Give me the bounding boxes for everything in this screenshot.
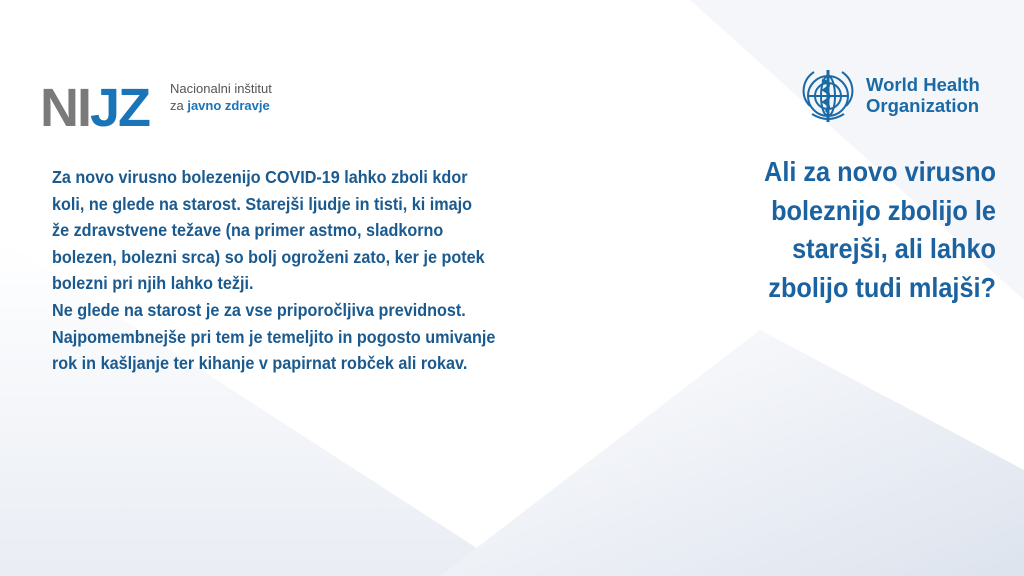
- nijz-logo: [40, 76, 300, 140]
- who-line1: World Health: [866, 74, 980, 95]
- answer-paragraph: [52, 164, 604, 377]
- nijz-line2-bold: javno zdravje: [187, 98, 270, 113]
- answer-line: že zdravstvene težave (na primer astmo, sladkorno: [52, 220, 444, 241]
- answer-line: Najpomembnejše pri tem je temeljito in pogosto umivanje: [52, 326, 496, 347]
- question-line: zbolijo tudi mlajši?: [768, 271, 996, 303]
- answer-line: koli, ne glede na starost. Starejši ljudje in tisti, ki imajo: [52, 193, 473, 214]
- nijz-line2: [170, 97, 272, 114]
- who-emblem-icon: [796, 66, 860, 128]
- who-logo: [796, 66, 1006, 128]
- answer-line: Ne glede na starost je za vse priporočljiva previdnost.: [52, 299, 466, 320]
- question-heading: [600, 153, 996, 307]
- nijz-mark-text: NIJZ: [40, 78, 150, 138]
- answer-line: Za novo virusno bolezenijo COVID-19 lahko zboli kdor: [52, 167, 468, 187]
- nijz-line1: Nacionalni inštitut: [170, 81, 272, 96]
- who-logo-text: [866, 74, 980, 116]
- nijz-logo-mark: [40, 76, 152, 140]
- question-line: Ali za novo virusno: [764, 156, 996, 187]
- nijz-line2-prefix: za: [170, 98, 188, 113]
- who-line2: Organization: [866, 95, 980, 116]
- answer-line: rok in kašljanje ter kihanje v papirnat robček ali rokav.: [52, 353, 468, 374]
- question-line: starejši, ali lahko: [792, 233, 996, 264]
- nijz-logo-text: [170, 80, 272, 114]
- question-line: boleznijo zbolijo le: [771, 194, 996, 226]
- answer-line: bolezni pri njih lahko težji.: [52, 273, 254, 294]
- answer-line: bolezen, bolezni srca) so bolj ogroženi zato, ker je potek: [52, 246, 485, 267]
